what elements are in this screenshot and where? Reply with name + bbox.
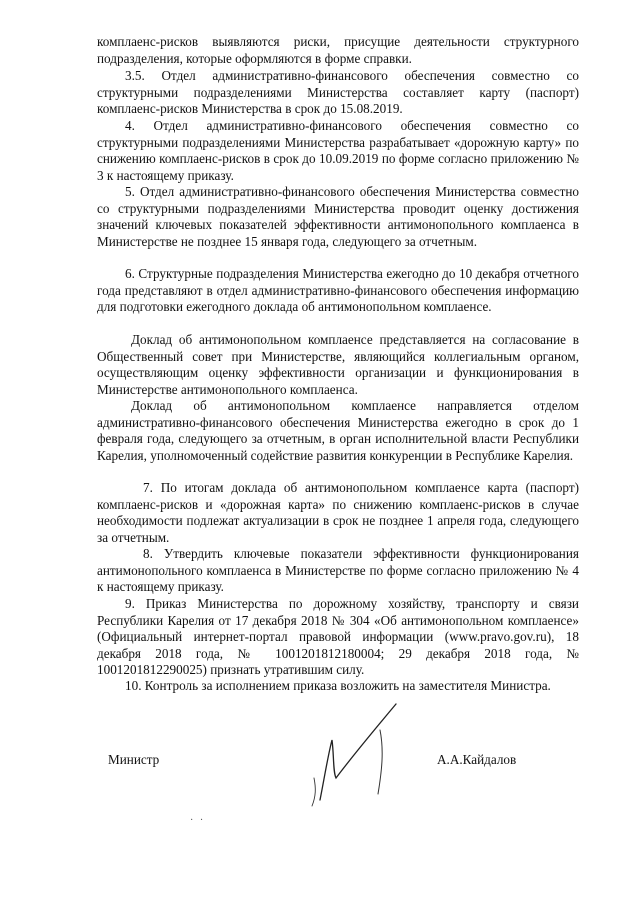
paragraph-10: 10. Контроль за исполнением приказа возложить на заместителя Министра.	[125, 678, 551, 693]
paragraph-8: 8. Утвердить ключевые показатели эффективности функционирования антимонопольного комплаенса в Министерстве по форме согласно приложению № 4 к настоящему приказу.	[97, 546, 579, 595]
paragraph-6: 6. Структурные подразделения Министерства ежегодно до 10 декабря отчетного года представляют в отдел административно-финансового обеспечения информацию для подготовки ежегодного доклада об антимонопольном комплаенсе.	[97, 266, 579, 315]
paragraph-3-5: 3.5. Отдел административно-финансового обеспечения совместно со структурными подразделениями Министерства составляет карту (паспорт) комплаенс-рисков Министерства в срок до 15.08.2019.	[97, 68, 579, 117]
handwritten-signature	[300, 700, 410, 810]
scan-artifact: · ·	[190, 815, 206, 826]
signatory-position: Министр	[108, 752, 160, 767]
paragraph-7: 7. По итогам доклада об антимонопольном комплаенсе карта (паспорт) комплаенс-рисков и «дорожная карта» по снижению комплаенс-рисков в случае необходимости подлежат актуализации в срок не позднее 1 апреля года, следующего за отчетным.	[97, 480, 579, 545]
paragraph-5: 5. Отдел административно-финансового обеспечения Министерства совместно со структурными подразделениями Министерства проводит оценку достижения значений ключевых показателей эффективности антимонопольного комплаенса в Министерстве не позднее 15 января года, следующего за отчетным.	[97, 184, 579, 249]
paragraph-report-approval: Доклад об антимонопольном комплаенсе представляется на согласование в Общественный совет при Министерстве, являющийся коллегиальным органом, осуществляющим оценку эффективности организации и функционирования в Министерстве антимонопольного комплаенса.	[97, 332, 579, 397]
paragraph-4: 4. Отдел административно-финансового обеспечения совместно со структурными подразделениями Министерства разрабатывает «дорожную карту» по снижению комплаенс-рисков в срок до 10.09.2019 по форме согласно приложению № 3 к настоящему приказу.	[97, 118, 579, 183]
paragraph-report-submission: Доклад об антимонопольном комплаенсе направляется отделом административно-финансового обеспечения Министерства ежегодно в срок до 1 февраля года, следующего за отчетным, в орган исполнительной власти Республики Карелия, уполномоченный содействие развития конкуренции в Республике Карелия.	[97, 398, 579, 463]
paragraph-9: 9. Приказ Министерства по дорожному хозяйству, транспорту и связи Республики Карелия от 17 декабря 2018 № 304 «Об антимонопольном комплаенсе» (Официальный интернет-портал правовой информации (www.pravo.gov.ru), 18 декабря 2018 года, № 1001201812180004; 29 декабря 2018 года, № 1001201812290025) признать утратившим силу.	[97, 596, 579, 678]
paragraph-continuation: комплаенс-рисков выявляются риски, присущие деятельности структурного подразделения, которые оформляются в форме справки.	[97, 34, 579, 66]
signatory-name: А.А.Кайдалов	[437, 752, 517, 767]
